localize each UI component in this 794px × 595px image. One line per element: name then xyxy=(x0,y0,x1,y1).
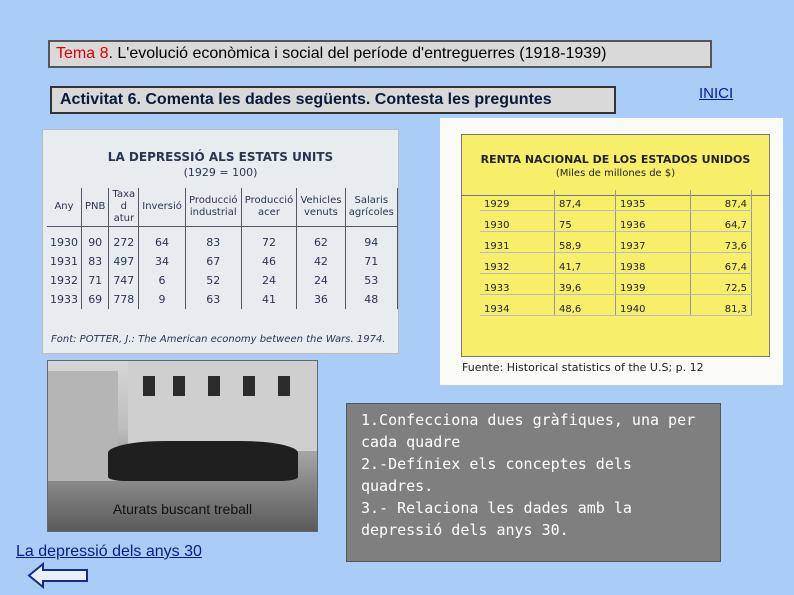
table-row xyxy=(480,232,752,253)
depression-link[interactable]: La depressió dels anys 30 xyxy=(16,543,202,560)
us-data-table xyxy=(47,188,398,309)
page-title xyxy=(48,40,712,68)
table-cell: 62 xyxy=(297,227,345,253)
table-row xyxy=(47,271,398,290)
crowd xyxy=(108,441,298,481)
table-cell: 71 xyxy=(82,271,109,290)
window xyxy=(143,376,155,396)
table-cell: 272 xyxy=(109,227,139,253)
us-table-header: Producció industrial xyxy=(185,188,241,227)
table-cell: 42 xyxy=(297,252,345,271)
table-cell: 1931 xyxy=(47,252,82,271)
table-cell: 1931 xyxy=(480,232,555,253)
table-cell: 53 xyxy=(345,271,397,290)
table-cell: 1930 xyxy=(47,227,82,253)
table-cell: 87,4 xyxy=(691,190,752,211)
table-cell: 1938 xyxy=(616,253,691,274)
questions-box xyxy=(346,403,721,562)
question-2: 2.-Defíniex els conceptes dels quadres. xyxy=(361,455,632,495)
table-cell: 67 xyxy=(185,252,241,271)
table-row xyxy=(480,190,752,211)
renta-header xyxy=(462,135,769,196)
table-cell: 1932 xyxy=(480,253,555,274)
window xyxy=(278,376,290,396)
table-cell: 48 xyxy=(345,290,397,309)
table-cell: 9 xyxy=(139,290,186,309)
us-table-header: Inversió xyxy=(139,188,186,227)
renta-source: Fuente: Historical statistics of the U.S; p. 12 xyxy=(462,361,704,374)
table-cell: 69 xyxy=(82,290,109,309)
table-row xyxy=(47,252,398,271)
us-table-header: Vehicles venuts xyxy=(297,188,345,227)
unemployed-photo xyxy=(47,360,318,532)
table-cell: 83 xyxy=(185,227,241,253)
photo-caption: Aturats buscant treball xyxy=(112,501,253,517)
table-cell: 39,6 xyxy=(555,274,616,295)
us-table-subtitle: (1929 = 100) xyxy=(183,166,258,179)
table-cell: 6 xyxy=(139,271,186,290)
table-cell: 36 xyxy=(297,290,345,309)
table-row xyxy=(480,253,752,274)
table-cell: 63 xyxy=(185,290,241,309)
question-1: 1.Confecciona dues gràfiques, una per cada quadre xyxy=(361,411,696,451)
table-cell: 1940 xyxy=(616,295,691,316)
table-cell: 71 xyxy=(345,252,397,271)
table-cell: 1939 xyxy=(616,274,691,295)
us-table-source: Font: POTTER, J.: The American economy between the Wars. 1974. xyxy=(51,334,386,345)
table-cell: 83 xyxy=(82,252,109,271)
table-cell: 72,5 xyxy=(691,274,752,295)
table-cell: 34 xyxy=(139,252,186,271)
table-cell: 73,6 xyxy=(691,232,752,253)
table-cell: 778 xyxy=(109,290,139,309)
table-cell: 1936 xyxy=(616,211,691,232)
building-right xyxy=(128,361,318,451)
table-cell: 81,3 xyxy=(691,295,752,316)
table-cell: 1933 xyxy=(47,290,82,309)
table-cell: 1937 xyxy=(616,232,691,253)
table-cell: 52 xyxy=(185,271,241,290)
inici-link[interactable]: INICI xyxy=(699,85,734,102)
table-cell: 87,4 xyxy=(555,190,616,211)
us-table-header: PNB xyxy=(82,188,109,227)
renta-data-table xyxy=(480,190,752,316)
question-3: 3.- Relaciona les dades amb la depressió dels anys 30. xyxy=(361,499,632,539)
table-cell: 58,9 xyxy=(555,232,616,253)
table-cell: 75 xyxy=(555,211,616,232)
table-row xyxy=(480,274,752,295)
left-arrow-icon[interactable] xyxy=(27,562,89,589)
renta-table-image xyxy=(440,118,783,385)
table-cell: 1930 xyxy=(480,211,555,232)
table-cell: 1932 xyxy=(47,271,82,290)
us-table-title: LA DEPRESSIÓ ALS ESTATS UNITS xyxy=(107,150,334,164)
table-cell: 1933 xyxy=(480,274,555,295)
table-cell: 72 xyxy=(241,227,297,253)
table-cell: 64 xyxy=(139,227,186,253)
renta-subtitle: (Miles de millones de $) xyxy=(555,168,676,179)
title-text: . L'evolució econòmica i social del període d'entreguerres (1918-1939) xyxy=(108,45,607,62)
table-cell: 24 xyxy=(297,271,345,290)
window xyxy=(243,376,255,396)
us-table-header: Any xyxy=(47,188,82,227)
table-row xyxy=(47,227,398,253)
table-cell: 90 xyxy=(82,227,109,253)
table-cell: 64,7 xyxy=(691,211,752,232)
table-cell: 497 xyxy=(109,252,139,271)
table-cell: 1934 xyxy=(480,295,555,316)
depression-table-image xyxy=(42,129,399,354)
renta-title: RENTA NACIONAL DE LOS ESTADOS UNIDOS xyxy=(480,153,751,166)
table-row xyxy=(480,211,752,232)
title-topic: Tema 8 xyxy=(56,45,109,62)
table-cell: 67,4 xyxy=(691,253,752,274)
window xyxy=(173,376,185,396)
us-table-header: Taxa d atur xyxy=(109,188,139,227)
table-cell: 48,6 xyxy=(555,295,616,316)
table-row xyxy=(47,290,398,309)
table-row xyxy=(480,295,752,316)
us-table-header: Producció acer xyxy=(241,188,297,227)
table-cell: 41,7 xyxy=(555,253,616,274)
us-table-header: Salaris agrícoles xyxy=(345,188,397,227)
activity-heading: Activitat 6. Comenta les dades següents. Contesta les preguntes xyxy=(50,86,616,114)
table-cell: 46 xyxy=(241,252,297,271)
table-cell: 1935 xyxy=(616,190,691,211)
table-cell: 747 xyxy=(109,271,139,290)
table-cell: 24 xyxy=(241,271,297,290)
window xyxy=(208,376,220,396)
table-cell: 94 xyxy=(345,227,397,253)
table-cell: 1929 xyxy=(480,190,555,211)
table-cell: 41 xyxy=(241,290,297,309)
